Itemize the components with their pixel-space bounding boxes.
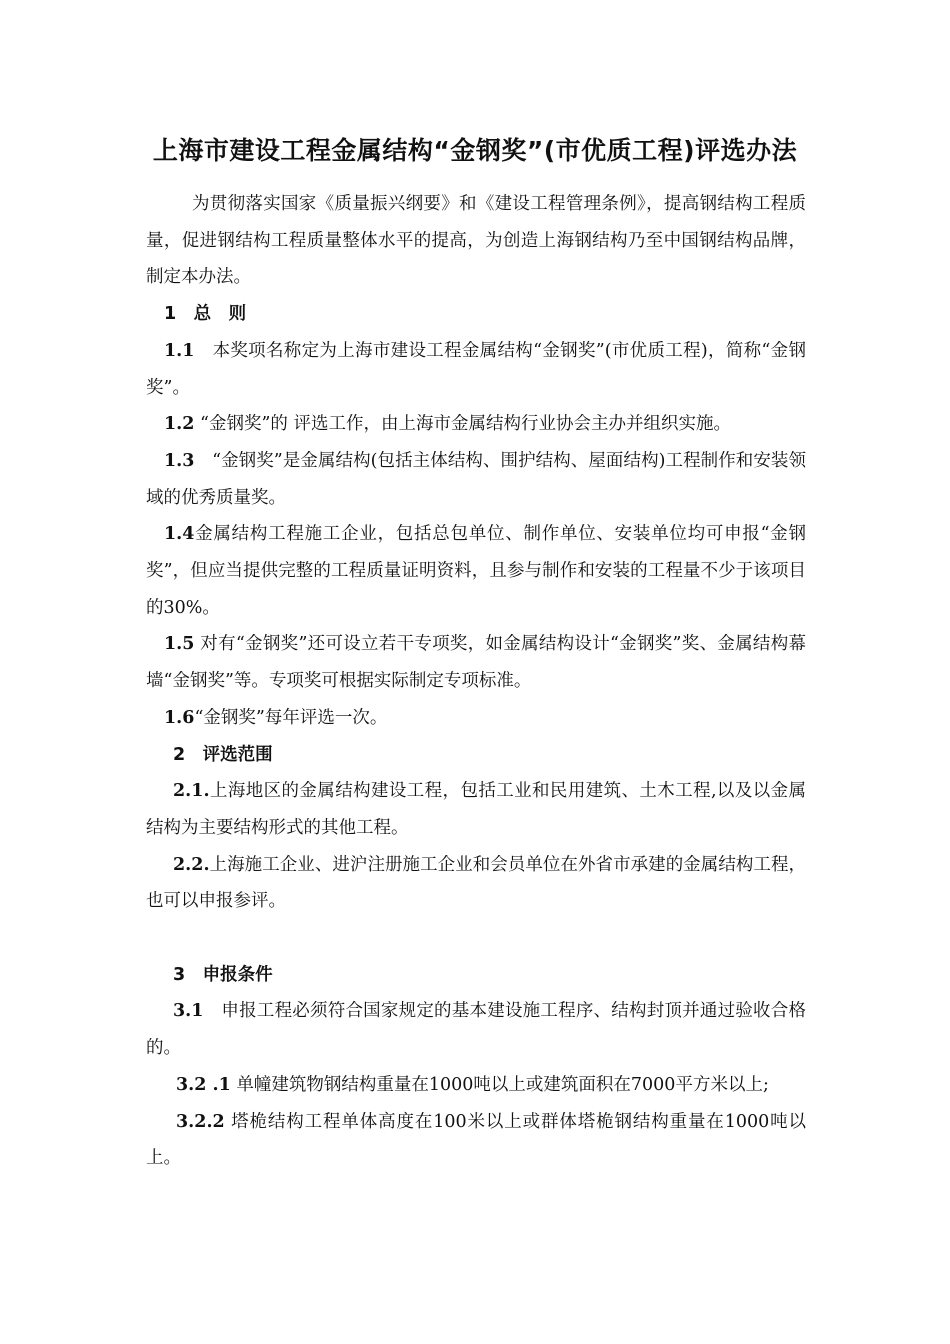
- clause-2-2: [146, 847, 806, 920]
- clause-number: 1.6: [164, 707, 195, 728]
- clause-number: 1.4: [164, 524, 195, 545]
- clause-number: 1.2: [164, 414, 195, 435]
- document-title: 上海市建设工程金属结构“金钢奖”(市优质工程)评选办法: [152, 136, 798, 165]
- clause-1-6: [146, 700, 806, 737]
- clause-text: 塔桅结构工程单体高度在100米以上或群体塔桅钢结构重量在1000吨以上。: [146, 1111, 806, 1169]
- clause-number: 3.2 .1: [176, 1074, 231, 1095]
- document-body: [146, 186, 806, 1177]
- clause-1-4: [146, 516, 806, 626]
- clause-text: 单幢建筑物钢结构重量在1000吨以上或建筑面积在7000平方米以上;: [230, 1074, 769, 1095]
- section-1-heading: 1 总 则: [164, 304, 247, 325]
- clause-number: 3.1: [173, 1001, 204, 1022]
- clause-number: 1.5: [164, 634, 195, 655]
- blank-line: [146, 920, 806, 957]
- clause-number: 1.1: [164, 340, 195, 361]
- intro-paragraph: 为贯彻落实国家《质量振兴纲要》和《建设工程管理条例》，提高钢结构工程质量，促进钢结构工程质量整体水平的提高，为创造上海钢结构乃至中国钢结构品牌，制定本办法。: [146, 194, 806, 288]
- clause-text: 对有“金钢奖”还可设立若干专项奖，如金属结构设计“金钢奖”奖、金属结构幕墙“金钢奖”等。专项奖可根据实际制定专项标准。: [146, 634, 806, 692]
- clause-text: 申报工程必须符合国家规定的基本建设施工程序、结构封顶并通过验收合格的。: [146, 1001, 806, 1059]
- clause-2-1: [146, 773, 806, 846]
- clause-1-2: [146, 406, 806, 443]
- section-3-heading: 3 申报条件: [173, 964, 273, 985]
- clause-3-2-2: [146, 1104, 806, 1177]
- clause-text: 上海地区的金属结构建设工程，包括工业和民用建筑、土木工程,以及以金属结构为主要结构形式的其他工程。: [146, 781, 806, 838]
- clause-number: 2.2.: [173, 854, 210, 875]
- clause-number: 3.2.2: [176, 1111, 225, 1132]
- clause-number: 1.3: [164, 450, 195, 471]
- clause-text: 本奖项名称定为上海市建设工程金属结构“金钢奖”(市优质工程)，简称“金钢奖”。: [146, 340, 806, 398]
- clause-1-3: [146, 443, 806, 516]
- clause-text: 金属结构工程施工企业，包括总包单位、制作单位、安装单位均可申报“金钢奖”，但应当提供完整的工程质量证明资料，且参与制作和安装的工程量不少于该项目的30%。: [146, 524, 806, 618]
- clause-3-2-1: [146, 1067, 806, 1104]
- section-2-heading: 2 评选范围: [173, 744, 273, 765]
- clause-text: “金钢奖”是金属结构(包括主体结构、围护结构、屋面结构)工程制作和安装领域的优秀质量奖。: [146, 450, 806, 508]
- clause-3-1: [146, 993, 806, 1066]
- clause-text: “金钢奖”的 评选工作，由上海市金属结构行业协会主办并组织实施。: [194, 414, 731, 435]
- clause-text: 上海施工企业、进沪注册施工企业和会员单位在外省市承建的金属结构工程，也可以申报参评。: [146, 854, 806, 912]
- clause-number: 2.1.: [173, 781, 210, 802]
- clause-1-1: [146, 333, 806, 406]
- clause-text: “金钢奖”每年评选一次。: [194, 707, 388, 728]
- clause-1-5: [146, 626, 806, 699]
